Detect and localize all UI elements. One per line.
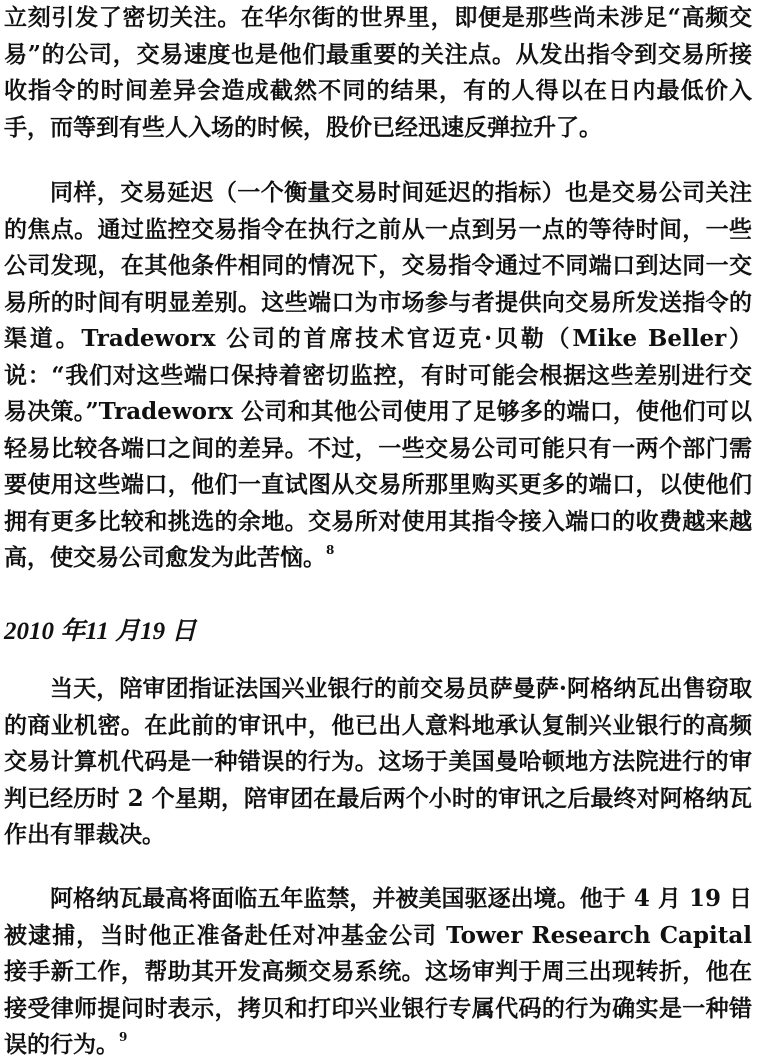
footnote-marker-8: 8 — [326, 543, 335, 558]
paragraph-1 — [4, 0, 752, 146]
paragraph-4 — [4, 881, 752, 1064]
section-date-heading: 2010 年11 月19 日 — [4, 618, 197, 645]
paragraph-2 — [4, 175, 752, 577]
paragraph-2-text: 同样，交易延迟（一个衡量交易时间延迟的指标）也是交易公司关注的焦点。通过监控交易指令在执行之前从一点到另一点的等待时间，一些公司发现，在其他条件相同的情况下，交易指令通过不同端口到达同一交易所的时间有明显差别。这些端口为市场参与者提供向交易所发送指令的渠道。Tradeworx 公司的首席技术官迈克·贝勒（Mike Beller）说：“我们对这些端口保持着密切监控，有时可能会根据这些差别进行交易决策。”Tradeworx 公司和其他公司使用了足够多的端口，使他们可以轻易比较各端口之间的差异。不过，一些交易公司可能只有一两个部门需要使用这些端口，他们一直试图从交易所那里购买更多的端口，以使他们拥有更多比较和挑选的余地。交易所对使用其指令接入端口的收费越来越高，使交易公司愈发为此苦恼。 — [4, 179, 752, 571]
paragraph-4-text: 阿格纳瓦最高将面临五年监禁，并被美国驱逐出境。他于 4 月 19 日被逮捕，当时他正准备赴任对冲基金公司 Tower Research Capital 接手新工作，帮助其开发高频交易系统。这场审判于周三出现转折，他在接受律师提问时表示，拷贝和打印兴业银行专属代码的行为确实是一种错误的行为。 — [4, 885, 752, 1058]
paragraph-3-text: 当天，陪审团指证法国兴业银行的前交易员萨曼萨·阿格纳瓦出售窃取的商业机密。在此前的审讯中，他已出人意料地承认复制兴业银行的高频交易计算机代码是一种错误的行为。这场于美国曼哈顿地方法院进行的审判已经历时 2 个星期，陪审团在最后两个小时的审讯之后最终对阿格纳瓦作出有罪裁决。 — [4, 675, 752, 848]
paragraph-3 — [4, 671, 752, 854]
footnote-marker-9: 9 — [119, 1030, 128, 1045]
paragraph-1-text: 立刻引发了密切关注。在华尔街的世界里，即便是那些尚未涉足“高频交易”的公司，交易速度也是他们最重要的关注点。从发出指令到交易所接收指令的时间差异会造成截然不同的结果，有的人得以在日内最低价入手，而等到有些人入场的时候，股价已经迅速反弹拉升了。 — [4, 4, 752, 141]
